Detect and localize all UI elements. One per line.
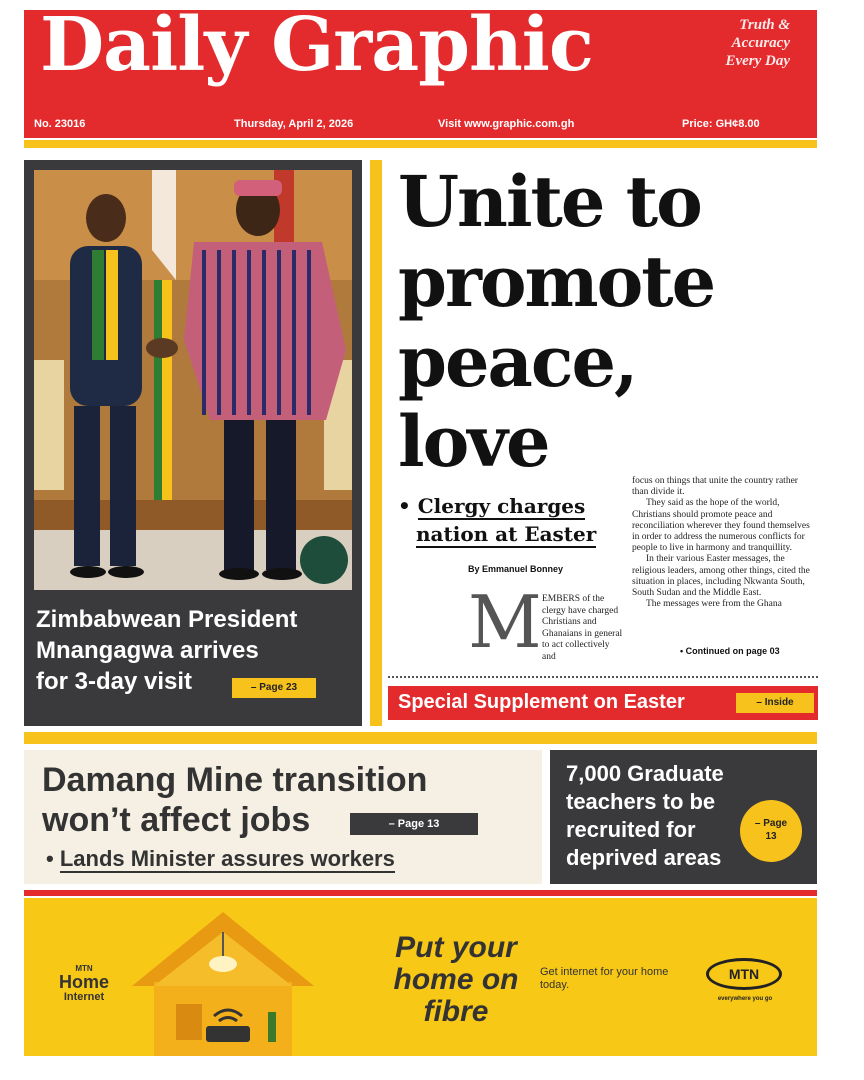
article-paragraph: The messages were from the Ghana (646, 599, 782, 610)
page-ref-line: 13 (765, 831, 777, 842)
brand-big: Home (58, 972, 109, 992)
divider (24, 732, 817, 744)
page-reference-tag: – Page 23 (232, 678, 316, 698)
motto-line: Every Day (725, 53, 790, 69)
advert-slogan (356, 932, 556, 1028)
issue-date: Thursday, April 2, 2026 (234, 118, 354, 130)
inside-tag: – Inside (736, 693, 814, 713)
lead-subhead (398, 492, 614, 548)
subhead-line: Clergy charges (417, 494, 586, 518)
headline-line: love (398, 400, 549, 483)
headline-line: teachers to be (566, 789, 716, 814)
headline-line: deprived areas (566, 845, 722, 870)
advert-cta: Get internet for your home today. (540, 966, 669, 991)
article-paragraph: They said as the hope of the world, Christians should promote peace and reconciliation wherever they found themselves in order to address the numerous conflicts for people to live in harmony and tranquillity. (632, 498, 810, 554)
article-column: EMBERS of the clergy have charged Christians and Ghanaians in general to act collectively and (542, 594, 623, 662)
headline-line: Damang Mine transition (42, 761, 428, 799)
article-paragraph: In their various Easter messages, the religious leaders, among other things, cited the situation in places, including Nkwanta South, South Sudan and the Middle East. (632, 554, 810, 599)
brand-small: MTN (75, 964, 93, 973)
slogan-line: home on (393, 963, 519, 996)
article-column (632, 476, 812, 610)
headline-line: 7,000 Graduate (566, 761, 724, 786)
caption-line: Mnangagwa arrives (36, 637, 259, 664)
page-reference-badge (740, 800, 802, 862)
issue-number: No. 23016 (34, 118, 86, 130)
subhead-text: Lands Minister assures workers (59, 846, 395, 871)
graduate-headline[interactable] (566, 760, 766, 872)
headline-line: peace, (398, 320, 637, 403)
motto-line: Accuracy (731, 35, 790, 51)
mtn-logo: MTN (706, 958, 782, 990)
divider (24, 140, 817, 148)
caption-line: for 3-day visit (36, 668, 193, 695)
page-reference-tag: – Page 13 (350, 813, 478, 835)
slogan-line: Put your (395, 931, 517, 964)
headline-line: promote (398, 240, 715, 323)
page-ref-line: – Page (754, 818, 788, 829)
lead-headline[interactable] (398, 162, 798, 482)
caption-line: Zimbabwean President (36, 606, 298, 633)
motto-line: Truth & (739, 17, 790, 33)
dotted-divider (388, 676, 818, 678)
continued-link[interactable]: • Continued on page 03 (680, 646, 780, 656)
byline: By Emmanuel Bonney (468, 564, 564, 574)
bullet: • (398, 494, 411, 518)
motto (700, 16, 790, 70)
headline-line: Unite to (398, 160, 701, 243)
bullet: • (46, 846, 54, 871)
brand-mid: Internet (63, 991, 105, 1003)
drop-cap: M (468, 580, 542, 664)
price: Price: GH¢8.00 (682, 118, 760, 130)
slogan-line: fibre (423, 995, 489, 1028)
article-paragraph: focus on things that unite the country rather than divide it. (632, 476, 798, 498)
headline-line: won’t affect jobs (42, 801, 311, 839)
divider (24, 890, 817, 896)
divider (370, 160, 382, 726)
supplement-label: Special Supplement on Easter (398, 691, 685, 713)
handshake-photo (34, 170, 352, 590)
house-illustration (128, 904, 318, 1056)
mtn-tagline: everywhere you go (717, 996, 773, 1002)
newspaper-title: Daily Graphic (40, 2, 593, 88)
headline-line: recruited for (566, 817, 696, 842)
subhead-line: nation at Easter (416, 522, 597, 546)
website-link[interactable]: Visit www.graphic.com.gh (438, 118, 575, 130)
mtn-home-internet-logo (44, 964, 124, 1003)
damang-subhead (46, 846, 395, 872)
